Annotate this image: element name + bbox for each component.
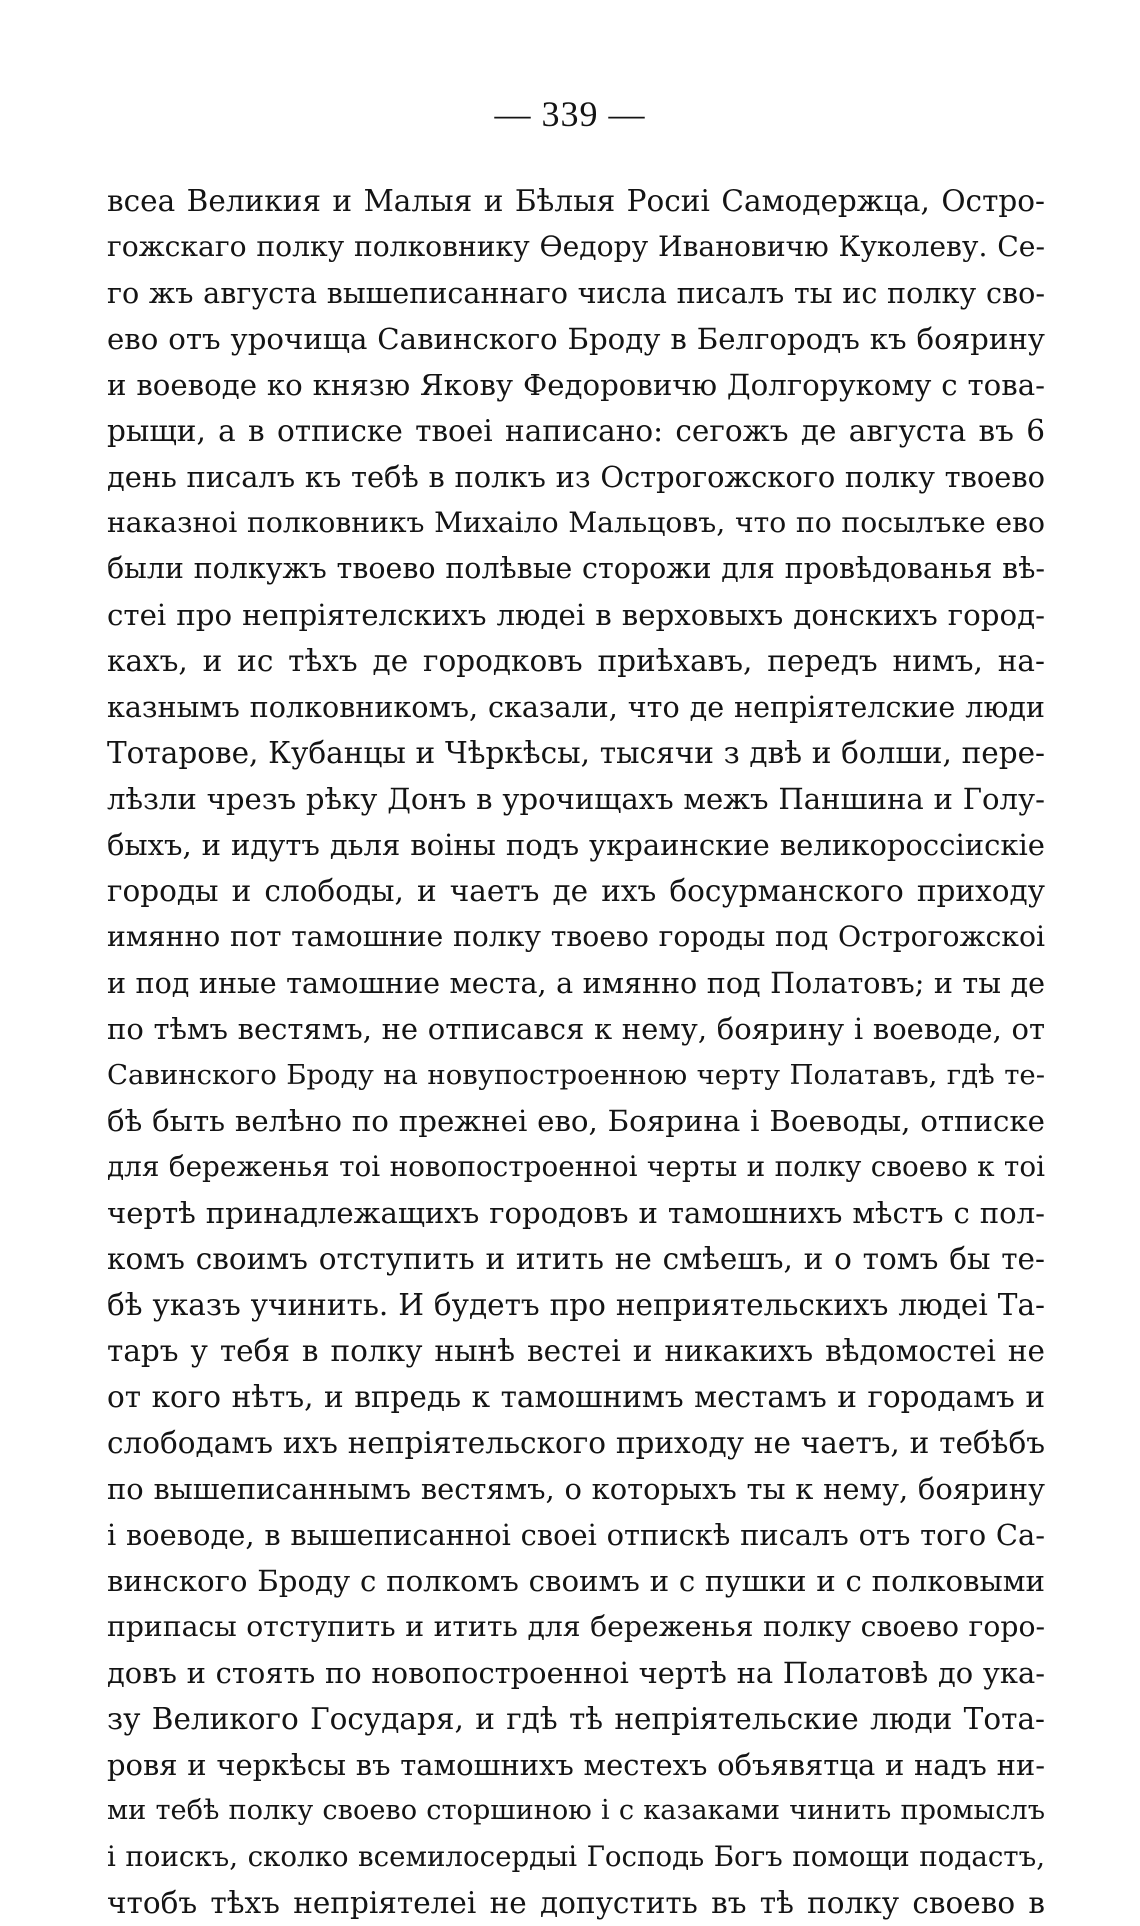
text-line: і поискъ, сколко всемилосердыі Господь Богъ помощи подастъ, bbox=[107, 1840, 1045, 1873]
text-line: всеа Великия и Малыя и Бѣлыя Росиі Самодержца, Остро- bbox=[107, 184, 1045, 218]
text-line: казнымъ полковникомъ, сказали, что де непріятелские люди bbox=[107, 690, 1045, 724]
text-line: городы и слободы, и чаетъ де ихъ босурманского приходу bbox=[107, 874, 1045, 908]
text-line: гожскаго полку полковнику Ѳедору Ивановичю Куколеву. Се- bbox=[107, 230, 1045, 263]
text-line: і воеводе, в вышеписанноі своеі отпискѣ писалъ отъ того Са- bbox=[107, 1518, 1045, 1552]
text-line: рыщи, а в отписке твоеі написано: сегожъ де августа въ 6 bbox=[107, 414, 1045, 448]
text-line: и под иные тамошние места, а имянно под Полатовъ; и ты де bbox=[107, 966, 1045, 1000]
text-line: ево отъ урочища Савинского Броду в Белгородъ къ боярину bbox=[107, 322, 1045, 356]
body-text bbox=[107, 178, 1045, 1926]
text-line: довъ и стоять по новопостроенноі чертѣ на Полатовѣ до ука- bbox=[107, 1656, 1045, 1690]
text-line: слободамъ ихъ непріятельского приходу не чаетъ, и тебѣбъ bbox=[107, 1426, 1045, 1460]
text-line: быхъ, и идутъ дьля воіны подъ украинские великороссіискіе bbox=[107, 828, 1045, 862]
text-line: по тѣмъ вестямъ, не отписався к нему, боярину і воеводе, от bbox=[107, 1012, 1045, 1046]
text-line: комъ своимъ отступить и итить не смѣешъ, и о томъ бы те- bbox=[107, 1242, 1045, 1276]
text-line: Тотарове, Кубанцы и Чѣркѣсы, тысячи з двѣ и болши, пере- bbox=[107, 736, 1045, 770]
text-line: ми тебѣ полку своево сторшиною і с казаками чинить промыслъ bbox=[107, 1795, 1045, 1826]
text-line: Савинского Броду на новупостроенною черту Полатавъ, гдѣ те- bbox=[107, 1059, 1045, 1091]
text-line: кахъ, и ис тѣхъ де городковъ приѣхавъ, передъ нимъ, на- bbox=[107, 644, 1045, 678]
text-line: стеі про непріятелскихъ людеі в верховыхъ донскихъ город- bbox=[107, 598, 1045, 632]
text-line: имянно пот тамошние полку твоево городы под Острогожскоі bbox=[107, 920, 1045, 953]
text-line: винского Броду с полкомъ своимъ и с пушки и с полковыми bbox=[107, 1564, 1045, 1598]
text-line: лѣзли чрезъ рѣку Донъ в урочищахъ межъ Паншина и Голу- bbox=[107, 782, 1045, 816]
text-line: бѣ быть велѣно по прежнеі ево, Боярина і Воеводы, отписке bbox=[107, 1104, 1045, 1138]
text-line: припасы отступить и итить для береженья полку своево горо- bbox=[107, 1610, 1045, 1643]
text-line: бѣ указъ учинить. И будетъ про неприятельскихъ людеі Та- bbox=[107, 1288, 1045, 1322]
text-line: для береженья тоі новопостроенноі черты и полку своево к тоі bbox=[107, 1150, 1045, 1183]
text-line: го жъ августа вышеписаннаго числа писалъ ты ис полку сво- bbox=[107, 276, 1045, 310]
text-line: чертѣ принадлежащихъ городовъ и тамошнихъ мѣстъ с пол- bbox=[107, 1196, 1045, 1230]
text-line: и воеводе ко князю Якову Федоровичю Долгорукому с това- bbox=[107, 368, 1045, 402]
text-line: день писалъ къ тебѣ в полкъ из Острогожского полку твоево bbox=[107, 460, 1045, 494]
page-number: — 339 — bbox=[494, 94, 646, 134]
text-line: были полкужъ твоево полѣвые сторожи для провѣдованья вѣ- bbox=[107, 552, 1045, 585]
text-line: наказноі полковникъ Михаіло Мальцовъ, что по посылъке ево bbox=[107, 506, 1045, 539]
text-line: от кого нѣтъ, и впредь к тамошнимъ местамъ и городамъ и bbox=[107, 1380, 1045, 1414]
text-line: ровя и черкѣсы въ тамошнихъ местехъ объявятца и надъ ни- bbox=[107, 1748, 1045, 1782]
text-line: зу Великого Государя, и гдѣ тѣ непріятельские люди Тота- bbox=[107, 1702, 1045, 1736]
text-line: таръ у тебя в полку нынѣ вестеі и никакихъ вѣдомостеі не bbox=[107, 1334, 1045, 1368]
text-line: чтобъ тѣхъ непріятелеі не допустить въ тѣ полку своево в bbox=[107, 1886, 1045, 1920]
text-line: по вышеписаннымъ вестямъ, о которыхъ ты к нему, боярину bbox=[107, 1472, 1045, 1506]
